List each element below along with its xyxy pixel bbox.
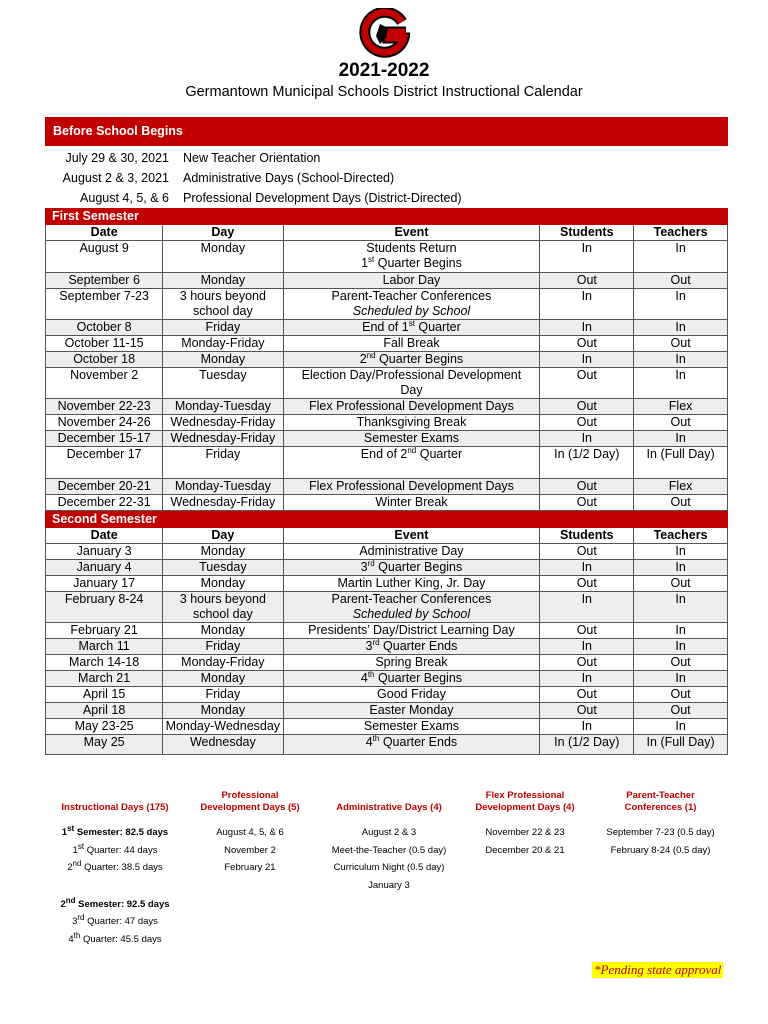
ordinal-suffix: st	[408, 318, 415, 328]
row-students: Out	[540, 495, 634, 511]
row-teachers: In	[634, 352, 728, 368]
row-event	[283, 320, 540, 336]
table-row	[46, 241, 728, 273]
row-day	[163, 447, 283, 479]
row-students: In	[540, 241, 634, 273]
list-item: November 22 & 23	[485, 827, 565, 838]
row-teachers: In	[634, 431, 728, 447]
row-day	[163, 655, 283, 671]
semester-title: Second Semester	[46, 512, 728, 528]
row-date: September 6	[46, 273, 163, 289]
ordinal-suffix: th	[372, 733, 380, 743]
row-students: In (1/2 Day)	[540, 447, 634, 479]
row-event-text: Parent-Teacher Conferences	[331, 289, 492, 303]
row-event-text: Semester Exams	[363, 431, 460, 445]
row-event-text: 3	[360, 560, 368, 574]
district-logo	[358, 8, 410, 60]
row-event-text: End of 1	[362, 320, 409, 334]
row-teachers: In (Full Day)	[634, 447, 728, 479]
row-event	[283, 623, 540, 639]
row-teachers: In	[634, 544, 728, 560]
row-teachers: Out	[634, 273, 728, 289]
row-event	[283, 495, 540, 511]
row-students: Out	[540, 368, 634, 399]
row-date: February 21	[46, 623, 163, 639]
item-date: August 2 & 3, 2021	[62, 171, 169, 185]
row-date: May 23-25	[46, 719, 163, 735]
row-teachers: In	[634, 639, 728, 655]
row-event-text: Semester Exams	[363, 719, 460, 733]
table-row	[46, 544, 728, 560]
row-date: December 22-31	[46, 495, 163, 511]
row-day-text: Wednesday-Friday	[170, 415, 276, 429]
row-teachers: Out	[634, 576, 728, 592]
row-day-text: Monday	[200, 671, 246, 685]
ordinal-suffix: nd	[407, 445, 417, 455]
row-teachers: Out	[634, 703, 728, 719]
instructional-days-column	[45, 788, 185, 948]
row-date: December 20-21	[46, 479, 163, 495]
row-students: In	[540, 431, 634, 447]
row-teachers: In	[634, 289, 728, 320]
row-students: Out	[540, 399, 634, 415]
professional-days-column	[185, 788, 315, 877]
row-day-text: Monday-Tuesday	[174, 399, 271, 413]
list-item	[45, 189, 728, 209]
row-day	[163, 592, 283, 623]
row-event-text: Day	[400, 383, 423, 397]
table-row	[46, 576, 728, 592]
row-event	[283, 671, 540, 687]
row-students: Out	[540, 687, 634, 703]
row-event-text: 3	[365, 639, 373, 653]
row-date: May 25	[46, 735, 163, 755]
semester-1-total: 1st Semester: 82.5 days	[61, 823, 169, 838]
table-row	[46, 399, 728, 415]
pending-approval-note: *Pending state approval	[594, 962, 722, 977]
row-teachers: In	[634, 623, 728, 639]
row-students: In	[540, 352, 634, 368]
row-date: February 8-24	[46, 592, 163, 623]
row-event-text: Flex Professional Development Days	[308, 399, 514, 413]
row-day	[163, 241, 283, 273]
row-day-text: school day	[192, 607, 253, 621]
row-event-text: Martin Luther King, Jr. Day	[337, 576, 486, 590]
ordinal-suffix: rd	[367, 558, 375, 568]
table-row	[46, 671, 728, 687]
row-event-text: Flex Professional Development Days	[308, 479, 514, 493]
column-header-teachers: Teachers	[634, 528, 728, 544]
row-event-text: 4	[365, 735, 373, 749]
list-item	[45, 149, 728, 169]
row-day	[163, 671, 283, 687]
row-day-text: 3 hours beyond	[179, 289, 266, 303]
row-event-note: Scheduled by School	[352, 607, 471, 621]
row-event-text: Presidents’ Day/District Learning Day	[308, 623, 515, 637]
row-students: Out	[540, 703, 634, 719]
row-day-text: Friday	[205, 320, 241, 334]
row-date: December 17	[46, 447, 163, 479]
row-day-text: Monday-Tuesday	[174, 479, 271, 493]
list-item: January 3	[368, 879, 410, 891]
row-students: Out	[540, 544, 634, 560]
quarter-4-total: 4th Quarter: 45.5 days	[68, 930, 162, 945]
row-students: In	[540, 320, 634, 336]
row-event	[283, 241, 540, 273]
row-students: In (1/2 Day)	[540, 735, 634, 755]
row-event	[283, 544, 540, 560]
table-row	[46, 735, 728, 755]
row-event	[283, 273, 540, 289]
row-event	[283, 352, 540, 368]
quarter-1-total: 1st Quarter: 44 days	[72, 841, 158, 856]
row-teachers: In	[634, 320, 728, 336]
row-day-text: Friday	[205, 687, 241, 701]
row-event	[283, 336, 540, 352]
table-row	[46, 623, 728, 639]
row-day-text: Monday-Wednesday	[165, 719, 281, 733]
row-day	[163, 687, 283, 703]
row-date: March 14-18	[46, 655, 163, 671]
list-item: February 21	[224, 862, 276, 873]
row-day-text: Monday	[200, 544, 246, 558]
row-date: October 11-15	[46, 336, 163, 352]
row-event-text: 4	[360, 671, 368, 685]
row-teachers: In (Full Day)	[634, 735, 728, 755]
column-header-day: Day	[163, 225, 283, 241]
row-date: January 17	[46, 576, 163, 592]
conferences-column	[593, 788, 728, 859]
row-day	[163, 703, 283, 719]
row-teachers: Flex	[634, 399, 728, 415]
table-row	[46, 479, 728, 495]
row-date: April 18	[46, 703, 163, 719]
list-item: Meet-the-Teacher (0.5 day)	[331, 844, 447, 856]
row-event-text: Good Friday	[377, 687, 446, 701]
table-row	[46, 719, 728, 735]
row-students: Out	[540, 655, 634, 671]
row-students: Out	[540, 336, 634, 352]
row-event-text: Quarter Begins	[374, 256, 462, 270]
page-subtitle: Germantown Municipal Schools District Instructional Calendar	[185, 84, 583, 100]
row-day	[163, 735, 283, 755]
row-day	[163, 479, 283, 495]
row-students: Out	[540, 623, 634, 639]
row-day	[163, 399, 283, 415]
row-teachers: Out	[634, 655, 728, 671]
row-event	[283, 687, 540, 703]
row-event	[283, 639, 540, 655]
row-day	[163, 336, 283, 352]
row-date: September 7-23	[46, 289, 163, 320]
row-teachers: Out	[634, 687, 728, 703]
row-day	[163, 289, 283, 320]
row-teachers: In	[634, 671, 728, 687]
row-students: Out	[540, 273, 634, 289]
row-date: March 11	[46, 639, 163, 655]
row-day	[163, 273, 283, 289]
row-event	[283, 592, 540, 623]
row-event-text: Quarter Begins	[374, 560, 463, 574]
list-item: August 4, 5, & 6	[216, 827, 284, 838]
ordinal-suffix: rd	[372, 637, 380, 647]
row-teachers: Flex	[634, 479, 728, 495]
row-date: March 21	[46, 671, 163, 687]
table-row	[46, 273, 728, 289]
table-row	[46, 560, 728, 576]
semester-2-total: 2nd Semester: 92.5 days	[60, 895, 170, 910]
column-header-students: Students	[540, 528, 634, 544]
row-event-text: Quarter Begins	[374, 671, 463, 685]
row-event	[283, 399, 540, 415]
row-students: In	[540, 560, 634, 576]
item-date: August 4, 5, & 6	[80, 191, 169, 205]
table-row	[46, 447, 728, 479]
row-day-text: Friday	[205, 639, 241, 653]
item-date: July 29 & 30, 2021	[65, 151, 169, 165]
semester-header	[46, 512, 728, 528]
row-day-text: Monday-Friday	[181, 655, 265, 669]
row-event-text: Thanksgiving Break	[356, 415, 467, 429]
row-date: January 3	[46, 544, 163, 560]
row-event-text: Quarter Begins	[375, 352, 464, 366]
row-teachers: Out	[634, 336, 728, 352]
row-event-text: Students Return	[366, 241, 457, 255]
row-day-text: Monday	[200, 703, 246, 717]
row-teachers: In	[634, 560, 728, 576]
row-day	[163, 544, 283, 560]
administrative-days-column	[315, 788, 463, 894]
row-event-text: Quarter Ends	[379, 735, 458, 749]
row-students: Out	[540, 479, 634, 495]
column-header-students: Students	[540, 225, 634, 241]
table-row	[46, 320, 728, 336]
row-event-text: Spring Break	[375, 655, 448, 669]
semester-header	[46, 209, 728, 225]
row-day-text: Monday	[200, 352, 246, 366]
row-event	[283, 703, 540, 719]
row-event-text: 2	[359, 352, 367, 366]
ordinal-suffix: st	[368, 254, 375, 264]
row-event-text: Fall Break	[383, 336, 440, 350]
row-date: December 15-17	[46, 431, 163, 447]
row-event	[283, 415, 540, 431]
table-row	[46, 639, 728, 655]
ordinal-suffix: th	[367, 669, 375, 679]
page-title: 2021-2022	[338, 60, 430, 81]
column-header-teachers: Teachers	[634, 225, 728, 241]
professional-days-title: Professional Development Days (5)	[200, 790, 300, 813]
row-day	[163, 368, 283, 399]
row-students: Out	[540, 576, 634, 592]
row-day	[163, 352, 283, 368]
row-day-text: Monday	[200, 273, 246, 287]
administrative-days-title: Administrative Days (4)	[336, 802, 442, 813]
first-semester-table	[45, 208, 728, 511]
table-row	[46, 592, 728, 623]
row-students: Out	[540, 415, 634, 431]
row-teachers: In	[634, 368, 728, 399]
row-date: August 9	[46, 241, 163, 273]
row-day-text: Wednesday	[189, 735, 256, 749]
table-row	[46, 368, 728, 399]
before-school-list	[45, 149, 728, 209]
row-date: November 22-23	[46, 399, 163, 415]
row-event	[283, 655, 540, 671]
second-semester-table	[45, 511, 728, 755]
row-event-text: Labor Day	[382, 273, 441, 287]
before-school-banner: Before School Begins	[45, 117, 728, 146]
table-row	[46, 495, 728, 511]
list-item: December 20 & 21	[485, 844, 565, 856]
row-day-text: Monday	[200, 576, 246, 590]
row-event-text: Election Day/Professional Development	[301, 368, 522, 382]
table-row	[46, 703, 728, 719]
row-date: November 2	[46, 368, 163, 399]
row-event-text: Winter Break	[375, 495, 448, 509]
item-event: New Teacher Orientation	[183, 151, 321, 165]
column-header-event: Event	[283, 528, 540, 544]
row-day	[163, 623, 283, 639]
row-event-text: End of 2	[360, 447, 408, 461]
row-teachers: Out	[634, 415, 728, 431]
list-item: November 2	[224, 844, 276, 856]
row-day-text: school day	[192, 304, 253, 318]
row-event-text: Quarter	[416, 447, 463, 461]
row-event	[283, 735, 540, 755]
row-event	[283, 368, 540, 399]
row-event	[283, 431, 540, 447]
row-day	[163, 576, 283, 592]
row-day	[163, 320, 283, 336]
row-date: January 4	[46, 560, 163, 576]
table-row	[46, 336, 728, 352]
row-teachers: In	[634, 592, 728, 623]
quarter-3-total: 3rd Quarter: 47 days	[72, 912, 158, 927]
column-header-date: Date	[46, 528, 163, 544]
row-event	[283, 576, 540, 592]
column-header-day: Day	[163, 528, 283, 544]
row-day-text: 3 hours beyond	[179, 592, 266, 606]
row-date: April 15	[46, 687, 163, 703]
row-teachers: In	[634, 719, 728, 735]
row-event	[283, 560, 540, 576]
row-teachers: In	[634, 241, 728, 273]
row-event-text: 1	[361, 256, 369, 270]
list-item: Curriculum Night (0.5 day)	[333, 862, 445, 873]
row-day	[163, 639, 283, 655]
table-row	[46, 352, 728, 368]
row-day-text: Monday	[200, 623, 246, 637]
row-students: In	[540, 719, 634, 735]
row-day-text: Monday-Friday	[181, 336, 265, 350]
instructional-days-title: Instructional Days (175)	[61, 802, 169, 813]
list-item: September 7-23 (0.5 day)	[606, 827, 715, 838]
semester-title: First Semester	[46, 209, 728, 225]
table-row	[46, 687, 728, 703]
list-item: August 2 & 3	[361, 827, 417, 838]
quarter-2-total: 2nd Quarter: 38.5 days	[67, 858, 163, 873]
row-students: In	[540, 671, 634, 687]
row-event-note: Scheduled by School	[352, 304, 471, 318]
row-date: November 24-26	[46, 415, 163, 431]
row-students: In	[540, 592, 634, 623]
row-event	[283, 289, 540, 320]
row-event-text: Administrative Day	[359, 544, 464, 558]
item-event: Professional Development Days (District-Directed)	[183, 191, 462, 205]
row-day-text: Friday	[205, 447, 241, 461]
row-date: October 18	[46, 352, 163, 368]
list-item	[45, 169, 728, 189]
row-event-text: Easter Monday	[369, 703, 454, 717]
column-headers	[46, 225, 728, 241]
row-event	[283, 719, 540, 735]
row-event	[283, 447, 540, 479]
table-row	[46, 431, 728, 447]
row-day	[163, 415, 283, 431]
flex-days-title: Flex Professional Development Days (4)	[475, 790, 575, 813]
row-day-text: Wednesday-Friday	[170, 495, 276, 509]
row-event-text: Quarter	[414, 320, 461, 334]
row-students: In	[540, 289, 634, 320]
column-header-event: Event	[283, 225, 540, 241]
table-row	[46, 289, 728, 320]
table-row	[46, 415, 728, 431]
flex-days-column	[463, 788, 587, 859]
row-date: October 8	[46, 320, 163, 336]
row-students: In	[540, 639, 634, 655]
row-day-text: Tuesday	[199, 368, 247, 382]
item-event: Administrative Days (School-Directed)	[183, 171, 395, 185]
row-day	[163, 560, 283, 576]
row-teachers: Out	[634, 495, 728, 511]
list-item: February 8-24 (0.5 day)	[610, 844, 711, 856]
row-day	[163, 431, 283, 447]
row-day-text: Monday	[200, 241, 246, 255]
row-day	[163, 719, 283, 735]
column-headers	[46, 528, 728, 544]
row-day-text: Wednesday-Friday	[170, 431, 276, 445]
column-header-date: Date	[46, 225, 163, 241]
row-event	[283, 479, 540, 495]
ordinal-suffix: nd	[366, 350, 376, 360]
row-event-text: Parent-Teacher Conferences	[331, 592, 492, 606]
conferences-title: Parent-Teacher Conferences (1)	[624, 790, 697, 813]
row-day-text: Tuesday	[199, 560, 247, 574]
row-day	[163, 495, 283, 511]
table-row	[46, 655, 728, 671]
row-event-text: Quarter Ends	[379, 639, 458, 653]
